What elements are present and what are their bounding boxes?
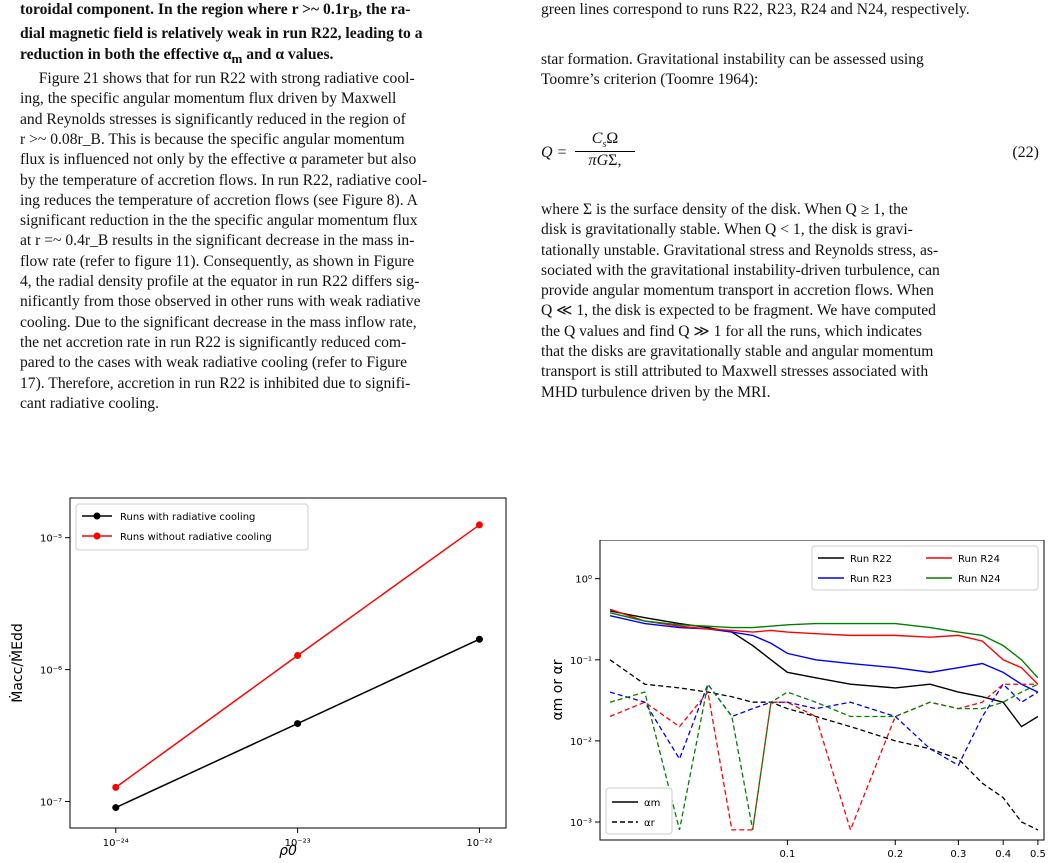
legend-marker-cooling	[94, 513, 101, 520]
data-point	[294, 720, 301, 727]
x-tick-label: 0.3	[950, 849, 967, 860]
x-tick-label: 10⁻²⁴	[102, 838, 129, 849]
x-tick-label: 10⁻²³	[284, 838, 311, 849]
legend-run-n24: Run N24	[958, 574, 1001, 585]
chart-legend	[76, 504, 308, 550]
figure-caption-tail: green lines correspond to runs R22, R23, R24 and N24, respectively.	[541, 1, 970, 18]
toomre-equation: Q = $C_s\Omega$ πGΣ, (22)	[541, 130, 1039, 170]
text-line: at r =~ 0.4r_B results in the significant decrease in the mass in-	[20, 232, 415, 250]
text-line: sociated with the gravitational instability-driven turbulence, can	[541, 261, 940, 279]
equation-number: (22)	[1012, 144, 1039, 161]
equation-numerator: $C_s\Omega$	[591, 130, 619, 151]
legend-label-no-cooling: Runs without radiative cooling	[120, 532, 272, 543]
equation-denominator: πGΣ,	[588, 152, 622, 170]
left-column	[20, 0, 518, 414]
text-line: pared to the cases with weak radiative cooling (refer to Figure	[20, 354, 408, 372]
legend-label-cooling: Runs with radiative cooling	[120, 512, 256, 523]
legend-alpha-r: αr	[644, 818, 655, 829]
accretion-rate-chart	[0, 490, 520, 863]
paragraph-figure21	[20, 69, 518, 414]
runs-legend	[812, 546, 1038, 590]
text-line: r >~ 0.08r_B. This is because the specific angular momentum	[20, 131, 405, 148]
text-line: cant radiative cooling.	[20, 394, 159, 412]
y-tick-label: 10⁻⁵	[39, 533, 62, 545]
text-line: ing, the specific angular momentum flux driven by Maxwell	[20, 90, 397, 108]
text-line: Figure 21 shows that for run R22 with strong radiative cool-	[38, 70, 415, 88]
text-line: flow rate (refer to figure 11). Consequently, as shown in Figure	[20, 252, 415, 270]
legend-alpha-m: αm	[644, 798, 661, 809]
y-tick-label: 10⁰	[575, 574, 592, 586]
text-line: 4, the radial density profile at the equator in run R22 differs sig-	[20, 273, 420, 291]
y-tick-label: 10⁻³	[569, 818, 592, 830]
text-line: provide angular momentum transport in accretion flows. When	[541, 282, 934, 300]
text-line: ing reduces the temperature of accretion flows (see Figure 8). A	[20, 191, 418, 209]
right-column	[541, 0, 1039, 91]
text-line: the net accretion rate in run R22 is significantly reduced com-	[20, 333, 407, 351]
text-line: star formation. Gravitational instability can be assessed using	[541, 51, 924, 68]
legend-run-r23: Run R23	[850, 574, 893, 585]
legend-run-r22: Run R22	[850, 554, 893, 565]
style-legend	[606, 788, 672, 834]
x-axis-label: ρ0	[279, 843, 297, 859]
text-line: flux is influenced not only by the effective α parameter but also	[20, 151, 417, 169]
x-tick-label: 10⁻²²	[466, 838, 493, 849]
text-line: where Σ is the surface density of the disk. When Q ≥ 1, the	[541, 201, 908, 218]
x-tick-label: 0.4	[995, 849, 1012, 860]
text-line: 17). Therefore, accretion in run R22 is inhibited due to signifi-	[20, 374, 411, 392]
y-tick-label: 10⁻²	[569, 736, 592, 748]
y-tick-label: 10⁻⁷	[39, 797, 62, 809]
text-line: by the temperature of accretion flows. In run R22, radiative cool-	[20, 171, 428, 189]
text-line: transport is still attributed to Maxwell stresses associated with	[541, 363, 929, 381]
data-point	[112, 804, 119, 811]
text-line: Toomre’s criterion (Toomre 1964):	[541, 71, 759, 89]
y-tick-label: 10⁻⁶	[39, 665, 62, 677]
legend-run-r24: Run R24	[958, 554, 1001, 565]
text-line: the Q values and find Q ≫ 1 for all the runs, which indicates	[541, 322, 922, 340]
data-point	[112, 784, 119, 791]
text-line: disk is gravitationally stable. When Q < 1, the disk is gravi-	[541, 221, 913, 239]
text-line: tationally unstable. Gravitational stress and Reynolds stress, as-	[541, 241, 939, 259]
text-line: MHD turbulence driven by the MRI.	[541, 383, 771, 401]
y-axis-label: αm or αr	[550, 659, 566, 721]
text-line: that the disks are gravitationally stable and angular momentum	[541, 343, 934, 361]
legend-marker-no-cooling	[94, 533, 101, 540]
alpha-parameter-chart	[530, 540, 1057, 863]
right-column-lower	[541, 200, 1039, 403]
x-tick-label: 0.2	[887, 849, 904, 860]
text-line: significant reduction in the the specific angular momentum flux	[20, 212, 418, 230]
alpha-m-line	[610, 609, 1038, 684]
y-tick-label: 10⁻¹	[569, 655, 592, 667]
data-point	[476, 636, 483, 643]
alpha-r-line	[610, 684, 1038, 830]
y-axis-label: Ṁacc/ṀEdd	[10, 623, 26, 703]
text-line: and Reynolds stresses is significantly reduced in the region of	[20, 110, 406, 128]
alpha-m-line	[610, 616, 1038, 692]
alpha-r-line	[610, 684, 1038, 765]
text-line: nificantly from those observed in other runs with weak radiative	[20, 293, 421, 311]
text-line: Q ≪ 1, the disk is expected to be fragment. We have computed	[541, 302, 936, 320]
data-point	[476, 521, 483, 528]
x-tick-label: 0.1	[779, 849, 796, 860]
data-point	[294, 652, 301, 659]
text-line: cooling. Due to the significant decrease in the mass inflow rate,	[20, 313, 417, 331]
x-tick-label: 0.5	[1029, 849, 1046, 860]
bold-conclusion: toroidal component. In the region where r >~ $0.1r_B$, the ra- dial magnetic field is relatively weak in run R22, leading to a reduction in both the effective $\alpha_m$ and α values.	[20, 1, 423, 66]
